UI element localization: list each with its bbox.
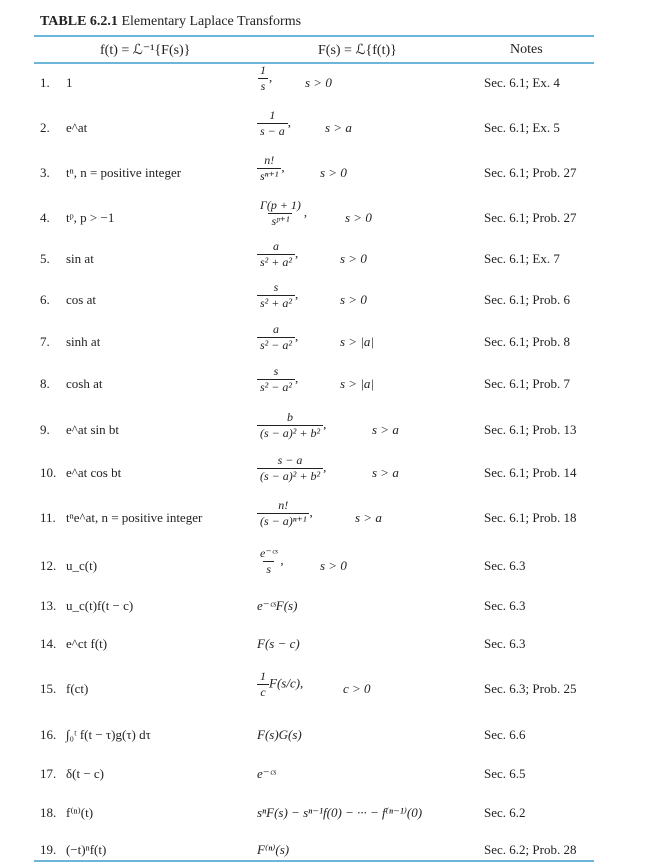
row-number: 11.	[40, 510, 56, 525]
row-F	[257, 669, 303, 700]
row-f: e^at cos bt	[66, 465, 122, 480]
row-condition: s > 0	[340, 251, 367, 266]
fraction-numerator: Γ(p + 1)	[260, 198, 301, 212]
fraction	[257, 364, 295, 395]
row-number: 7.	[40, 334, 50, 349]
table-row	[0, 410, 647, 440]
row-f: δ(t − c)	[66, 766, 104, 781]
fraction-numerator: 1	[260, 63, 266, 77]
row-notes: Sec. 6.3	[484, 598, 526, 613]
row-f: cosh at	[66, 376, 103, 391]
fraction-numerator: a	[272, 239, 279, 253]
row-notes: Sec. 6.1; Prob. 8	[484, 334, 570, 349]
row-F	[257, 498, 313, 529]
table-row	[0, 546, 647, 576]
row-F	[257, 727, 302, 743]
row-condition: s > 0	[340, 292, 367, 307]
row-notes: Sec. 6.1; Ex. 7	[484, 251, 560, 266]
row-notes: Sec. 6.2; Prob. 28	[484, 842, 577, 857]
row-condition: s > |a|	[340, 376, 374, 391]
table-row	[0, 598, 647, 613]
fraction-denominator: s² − a²	[257, 337, 295, 353]
row-number: 4.	[40, 210, 50, 225]
row-number: 8.	[40, 376, 50, 391]
table-row	[0, 63, 647, 93]
table-row	[0, 669, 647, 699]
bottom-rule	[34, 860, 594, 862]
comma: ,	[294, 245, 299, 261]
table-row	[0, 453, 647, 483]
row-number: 9.	[40, 422, 50, 437]
table-row	[0, 805, 647, 820]
row-number: 10.	[40, 465, 57, 480]
row-notes: Sec. 6.6	[484, 727, 526, 742]
table-row	[0, 766, 647, 781]
row-number: 18.	[40, 805, 57, 820]
row-notes: Sec. 6.3	[484, 558, 526, 573]
fraction	[257, 108, 288, 139]
fraction-numerator: b	[287, 410, 294, 424]
row-f: sinh at	[66, 334, 101, 349]
table-number: TABLE 6.2.1	[40, 14, 118, 29]
fraction-numerator: 1	[260, 669, 266, 683]
row-F	[257, 153, 285, 184]
row-f: f(ct)	[66, 681, 89, 696]
fraction	[257, 239, 295, 270]
header-rule	[34, 62, 594, 64]
row-condition: s > 0	[320, 165, 347, 180]
inline-transform: F(s)G(s)	[257, 727, 302, 742]
row-F	[257, 410, 326, 441]
row-number: 15.	[40, 681, 57, 696]
inline-transform: F(s/c),	[269, 675, 304, 691]
inline-transform: e⁻ᶜˢF(s)	[257, 598, 298, 613]
fraction-denominator: s² + a²	[257, 254, 295, 270]
row-condition: s > a	[372, 422, 399, 437]
table-title	[40, 14, 301, 30]
row-F	[257, 766, 276, 782]
row-f: f⁽ⁿ⁾(t)	[66, 805, 94, 820]
fraction-denominator: s² − a²	[257, 379, 295, 395]
row-number: 2.	[40, 120, 50, 135]
comma: ,	[303, 204, 308, 220]
table-row	[0, 636, 647, 651]
table-row	[0, 842, 647, 857]
row-number: 5.	[40, 251, 50, 266]
row-f: (−t)ⁿf(t)	[66, 842, 107, 857]
fraction-numerator: e⁻ᶜˢ	[260, 546, 278, 560]
row-number: 12.	[40, 558, 57, 573]
fraction-denominator: s	[258, 78, 269, 94]
fraction	[257, 198, 304, 229]
top-rule	[34, 35, 594, 37]
row-F	[257, 805, 422, 821]
row-number: 19.	[40, 842, 57, 857]
row-number: 1.	[40, 75, 50, 90]
fraction	[257, 498, 309, 529]
fraction	[257, 453, 323, 484]
fraction-denominator: (s − a)² + b²	[257, 468, 323, 484]
inline-transform: e⁻ᶜˢ	[257, 766, 276, 781]
row-number: 14.	[40, 636, 57, 651]
row-condition: s > |a|	[340, 334, 374, 349]
fraction-denominator: (s − a)ⁿ⁺¹	[257, 513, 309, 529]
fraction	[257, 280, 295, 311]
fraction	[257, 63, 269, 94]
row-f: 1	[66, 75, 73, 90]
table-row	[0, 108, 647, 138]
row-number: 6.	[40, 292, 50, 307]
row-condition: s > a	[325, 120, 352, 135]
row-f: u_c(t)	[66, 558, 98, 573]
row-F	[257, 364, 298, 395]
row-condition: s > 0	[305, 75, 332, 90]
row-notes: Sec. 6.1; Prob. 18	[484, 510, 577, 525]
row-f: ∫₀ᵗ f(t − τ)g(τ) dτ	[66, 727, 151, 742]
fraction-numerator: 1	[269, 108, 276, 122]
fraction-numerator: s	[273, 364, 279, 378]
inline-transform: F⁽ⁿ⁾(s)	[257, 842, 290, 857]
row-F	[257, 546, 284, 577]
row-F	[257, 198, 307, 229]
row-notes: Sec. 6.1; Prob. 27	[484, 210, 577, 225]
fraction	[257, 546, 280, 577]
fraction	[257, 669, 269, 700]
fraction-numerator: a	[272, 322, 279, 336]
inline-transform: F(s − c)	[257, 636, 300, 651]
row-F	[257, 108, 291, 139]
table-row	[0, 322, 647, 352]
fraction-numerator: n!	[264, 153, 275, 167]
fraction-denominator: c	[257, 684, 268, 700]
row-f: tⁿ, n = positive integer	[66, 165, 182, 180]
row-notes: Sec. 6.1; Prob. 27	[484, 165, 577, 180]
table-row	[0, 727, 647, 742]
comma: ,	[269, 69, 273, 85]
row-condition: c > 0	[343, 681, 371, 696]
fraction-numerator: n!	[278, 498, 289, 512]
fraction-denominator: s − a	[257, 123, 288, 139]
row-f: e^at sin bt	[66, 422, 120, 437]
row-f: sin at	[66, 251, 94, 266]
row-f: e^ct f(t)	[66, 636, 108, 651]
header-notes: Notes	[510, 42, 543, 57]
table-row	[0, 280, 647, 310]
row-F	[257, 842, 289, 858]
row-F	[257, 322, 298, 353]
row-notes: Sec. 6.5	[484, 766, 526, 781]
row-notes: Sec. 6.2	[484, 805, 526, 820]
row-notes: Sec. 6.1; Prob. 7	[484, 376, 570, 391]
row-F	[257, 636, 300, 652]
header-F: F(s) = ℒ{f(t)}	[318, 43, 397, 58]
row-F	[257, 239, 298, 270]
comma: ,	[294, 286, 299, 302]
row-notes: Sec. 6.1; Ex. 4	[484, 75, 560, 90]
row-F	[257, 63, 272, 94]
comma: ,	[323, 416, 327, 432]
row-f: e^at	[66, 120, 88, 135]
row-f: tⁿe^at, n = positive integer	[66, 510, 203, 525]
row-notes: Sec. 6.1; Prob. 14	[484, 465, 577, 480]
row-condition: s > 0	[345, 210, 372, 225]
header-f: f(t) = ℒ⁻¹{F(s)}	[100, 43, 191, 58]
row-notes: Sec. 6.1; Prob. 13	[484, 422, 577, 437]
row-condition: s > a	[372, 465, 399, 480]
comma: ,	[323, 459, 327, 475]
fraction-numerator: s	[273, 280, 279, 294]
fraction	[257, 153, 281, 184]
row-number: 13.	[40, 598, 57, 613]
row-number: 17.	[40, 766, 57, 781]
comma: ,	[309, 504, 313, 520]
table-caption: Elementary Laplace Transforms	[121, 14, 302, 29]
fraction-denominator: (s − a)² + b²	[257, 425, 323, 441]
comma: ,	[280, 552, 284, 568]
row-number: 3.	[40, 165, 50, 180]
fraction-denominator: s² + a²	[257, 295, 295, 311]
table-row	[0, 153, 647, 183]
row-notes: Sec. 6.1; Ex. 5	[484, 120, 560, 135]
row-condition: s > 0	[320, 558, 347, 573]
comma: ,	[287, 114, 292, 130]
row-notes: Sec. 6.3; Prob. 25	[484, 681, 577, 696]
row-F	[257, 453, 326, 484]
table-row	[0, 239, 647, 269]
row-F	[257, 280, 298, 311]
row-number: 16.	[40, 727, 57, 742]
comma: ,	[294, 328, 299, 344]
inline-transform: sⁿF(s) − sⁿ⁻¹f(0) − ··· − f⁽ⁿ⁻¹⁾(0)	[257, 805, 423, 820]
row-F	[257, 598, 297, 614]
fraction	[257, 410, 323, 441]
comma: ,	[281, 159, 285, 175]
fraction-numerator: s − a	[277, 453, 303, 467]
row-f: cos at	[66, 292, 96, 307]
table-row	[0, 498, 647, 528]
comma: ,	[294, 370, 299, 386]
row-f: tᵖ, p > −1	[66, 210, 115, 225]
row-notes: Sec. 6.3	[484, 636, 526, 651]
fraction	[257, 322, 295, 353]
fraction-denominator: sᵖ⁺¹	[268, 213, 292, 229]
fraction-denominator: sⁿ⁺¹	[257, 168, 281, 184]
table-row	[0, 364, 647, 394]
row-notes: Sec. 6.1; Prob. 6	[484, 292, 570, 307]
row-f: u_c(t)f(t − c)	[66, 598, 134, 613]
row-condition: s > a	[355, 510, 382, 525]
fraction-denominator: s	[263, 561, 274, 577]
